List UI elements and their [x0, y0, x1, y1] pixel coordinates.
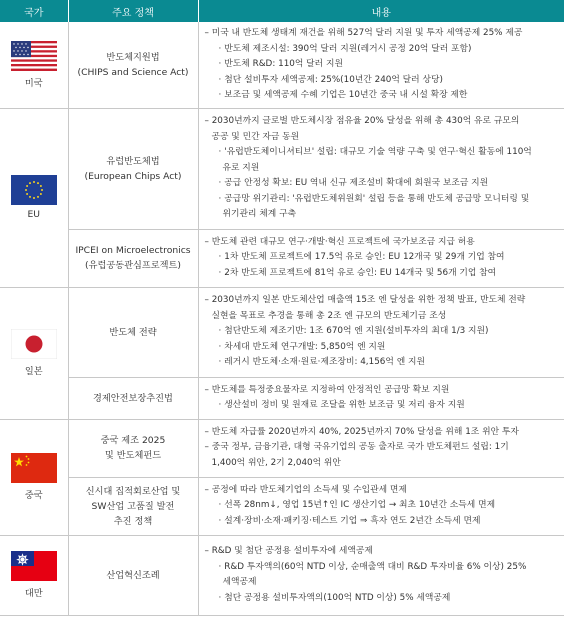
country-cell-cn: [0, 419, 68, 535]
content-subitem: · 반도체 제조시설: 390억 달러 지원(레거시 공정 20억 달러 포함): [218, 43, 472, 54]
policy-name: 경제안전보장추진법: [93, 392, 173, 404]
content-line: 실현을 목표로 추경을 통해 총 2조 엔 규모의 반도체기금 조성: [211, 310, 447, 321]
header-content: 내용: [198, 0, 564, 22]
policy-name-2: SW산업 고품질 발전: [91, 500, 175, 512]
content-line: – 반도체를 특정중요물자로 지정하여 안정적인 공급망 확보 지원: [204, 384, 450, 395]
policy-name: 산업혁신조례: [106, 569, 160, 581]
japan-flag-icon: [11, 329, 57, 359]
policy-name-3: 추진 정책: [113, 515, 153, 527]
content-subitem: · 첨단반도체 제조기반: 1조 670억 엔 지원(설비투자의 최대 1/3 지원): [218, 326, 489, 337]
policy-name-en: (European Chips Act): [84, 170, 182, 182]
table-row: [0, 287, 564, 377]
policy-cell-eu2: [68, 229, 198, 287]
content-line: – 중국 정부, 금융기관, 대형 국유기업의 공동 출자로 국가 반도체펀드 설립: 1기: [204, 442, 509, 453]
policy-name: 신시대 집적회로산업 및: [85, 485, 181, 497]
content-line: – 반도체 관련 대규모 연구·개발·혁신 프로젝트에 국가보조금 지급 허용: [204, 236, 475, 247]
content-subitem: · 2차 반도체 프로젝트에 81억 유로 승인: EU 14개국 및 56개 기업 참여: [218, 267, 497, 278]
country-name-eu: EU: [27, 209, 41, 220]
content-subitem: · R&D 투자액의(60억 NTD 이상, 순매출액 대비 R&D 투자비율 6% 이상) 25%: [218, 561, 527, 572]
content-cell-jp1: [198, 287, 564, 377]
content-subitem: · 반도체 R&D: 110억 달러 지원: [218, 59, 343, 69]
china-flag-icon: [11, 453, 57, 483]
table-row: [0, 419, 564, 477]
content-subitem: · 설계·장비·소재·패키징·테스트 기업 ⇒ 흑자 연도 2년간 소득세 면제: [218, 515, 481, 526]
content-subitem: · 선폭 28nm↓, 영업 15년↑인 IC 생산기업 → 최초 10년간 소득세 면제: [218, 500, 496, 511]
content-line: – 2030년까지 일본 반도체산업 매출액 15조 엔 달성을 위한 정책 발표, 반도체 전략: [204, 295, 526, 306]
content-subitem-cont: 세액공제: [222, 577, 257, 587]
country-cell-jp: [0, 287, 68, 419]
policy-cell-jp2: [68, 377, 198, 419]
content-subitem: · 생산설비 정비 및 원재료 조달을 위한 보조금 및 저리 융자 지원: [218, 400, 465, 410]
content-cell-eu2: [198, 229, 564, 287]
policy-name: IPCEI on Microelectronics: [75, 245, 191, 256]
us-flag-icon: [11, 41, 57, 71]
content-cell-cn1: [198, 419, 564, 477]
country-cell-tw: [0, 535, 68, 615]
content-cell-eu1: [198, 108, 564, 229]
content-line: 공공 및 민간 자금 동원: [211, 131, 300, 142]
content-subitem: · '유럽반도체이니셔티브' 설립: 대규모 기술 역량 구축 및 연구·혁신 활동에 110억: [218, 147, 532, 158]
content-line: – R&D 및 첨단 공정용 설비투자에 세액공제: [204, 546, 373, 556]
content-subitem: · 첨단 설비투자 세액공제: 25%(10년간 240억 달러 상당): [218, 74, 443, 85]
table-header-row: [0, 0, 564, 22]
content-subitem: · 공급망 위기관리: '유럽반도체위원회' 설립 등을 통해 반도체 공급망 모니터링 및: [218, 193, 530, 204]
table-row: [0, 377, 564, 419]
table-row: [0, 108, 564, 229]
content-cell-tw1: [198, 535, 564, 615]
content-cell-jp2: [198, 377, 564, 419]
policy-name-en: (CHIPS and Science Act): [77, 66, 189, 78]
taiwan-flag-icon: [11, 551, 57, 581]
policy-name: 유럽반도체법: [106, 155, 160, 167]
policy-cell-eu1: [68, 108, 198, 229]
content-subitem: · 레거시 반도체·소재·원료·제조장비: 4,156억 엔 지원: [218, 357, 425, 368]
policy-cell-tw1: [68, 535, 198, 615]
content-subitem-cont: 위기관리 체계 구축: [222, 209, 297, 220]
content-line: – 반도체 자급률 2020년까지 40%, 2025년까지 70% 달성을 위해 1조 위안 투자: [204, 426, 519, 437]
content-subitem: · 첨단 공정용 설비투자액의(100억 NTD 이상) 5% 세액공제: [218, 592, 451, 603]
eu-flag-icon: [11, 175, 57, 205]
policy-cell-jp1: [68, 287, 198, 377]
policy-name-2: 및 반도체펀드: [104, 450, 162, 461]
policy-name: 반도체지원법: [106, 51, 160, 63]
country-cell-eu: [0, 108, 68, 287]
policy-cell-us1: [68, 22, 198, 108]
header-country: 국가: [0, 0, 68, 22]
content-cell-us1: [198, 22, 564, 108]
content-subitem: · 보조금 및 세액공제 수혜 기업은 10년간 중국 내 시설 확장 제한: [218, 90, 468, 100]
policy-name: 반도체 전략: [109, 326, 157, 338]
country-name-us: 미국: [24, 77, 43, 89]
table-row: [0, 477, 564, 535]
country-name-tw: 대만: [24, 588, 43, 599]
header-policy: 주요 정책: [68, 0, 198, 22]
country-name-cn: 중국: [24, 490, 43, 501]
content-subitem: · 차세대 반도체 연구개발: 5,850억 엔 지원: [218, 341, 386, 352]
table-row: [0, 535, 564, 615]
policy-name-ko: (유럽공동관심프로젝트): [85, 260, 181, 271]
policy-cell-cn1: [68, 419, 198, 477]
table-row: [0, 229, 564, 287]
content-line: – 미국 내 반도체 생태계 재건을 위해 527억 달러 지원 및 투자 세액공제 25% 제공: [204, 28, 523, 38]
content-subitem: · 공급 안정성 확보: EU 역내 신규 제조설비 확대에 회원국 보조금 지원: [218, 178, 489, 189]
policy-name: 중국 제조 2025: [100, 435, 166, 446]
country-cell-us: [0, 22, 68, 108]
policy-cell-cn2: [68, 477, 198, 535]
content-subitem: · 1차 반도체 프로젝트에 17.5억 유로 승인: EU 12개국 및 29개 기업 참여: [218, 252, 505, 263]
country-name-jp: 일본: [24, 366, 43, 377]
content-line: – 2030년까지 글로벌 반도체시장 점유율 20% 달성을 위해 총 430억 유로 규모의: [204, 116, 520, 127]
table-row: [0, 22, 564, 108]
content-cell-cn2: [198, 477, 564, 535]
content-subitem-cont: 유로 지원: [222, 162, 260, 173]
content-line: – 공정에 따라 반도체기업의 소득세 및 수입관세 면제: [204, 484, 407, 495]
content-line: 1,400억 위안, 2기 2,040억 위안: [211, 457, 341, 468]
